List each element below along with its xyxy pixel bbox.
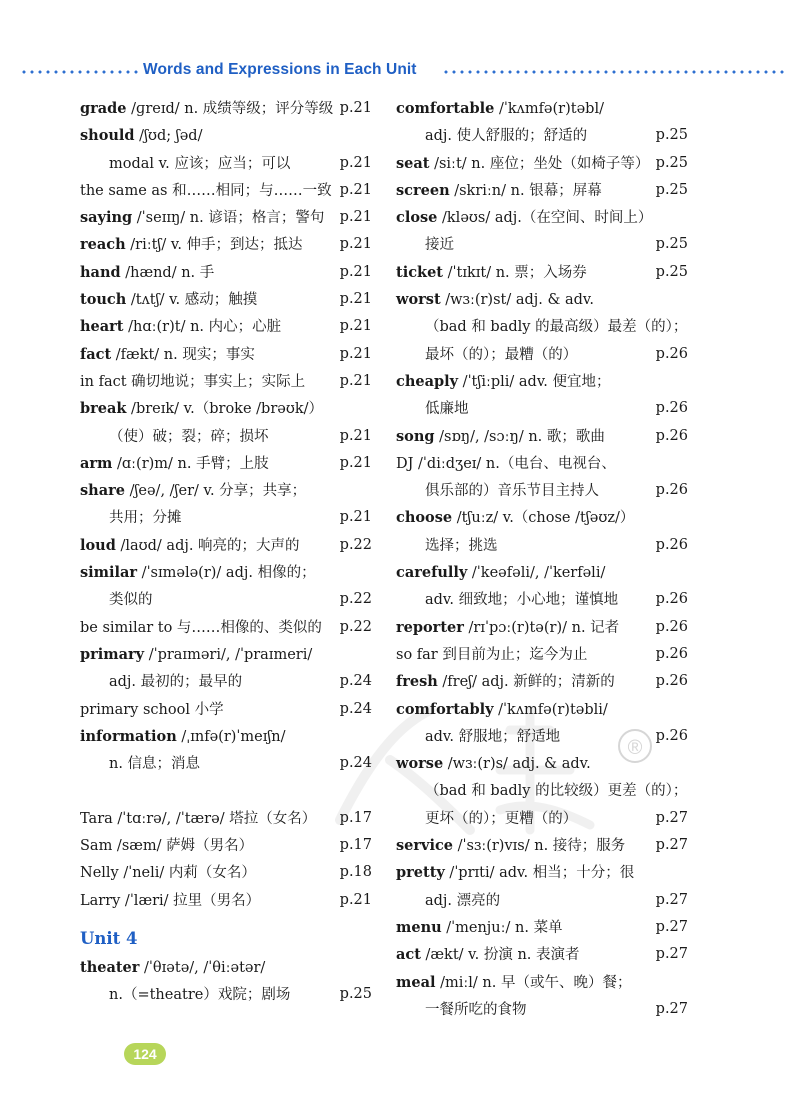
- headword: grade: [80, 100, 127, 117]
- definition: 类似的: [109, 592, 153, 609]
- page-ref: p.21: [339, 372, 372, 389]
- entry-text: [80, 204, 324, 232]
- entry-text: [109, 423, 269, 451]
- vocab-line: [396, 122, 688, 149]
- page-ref: p.21: [339, 154, 372, 171]
- entry-text: [80, 559, 316, 587]
- page-ref: p.25: [655, 127, 688, 144]
- definition: （bad 和 badly 的比较级）更差（的）；: [425, 783, 688, 800]
- definition: /ˈseɪɪŋ/ n. 谚语；格言；警句: [132, 210, 325, 227]
- entry-text: [425, 341, 577, 369]
- definition: so far 到目前为止；迄今为止: [396, 646, 588, 663]
- definition: /ˈpraɪməri/, /ˈpraɪmeri/: [144, 646, 313, 663]
- definition: /ˈkʌmfə(r)təbl/: [494, 101, 604, 117]
- definition: /ækt/ v. 扮演 n. 表演者: [420, 947, 580, 964]
- headword: act: [396, 946, 421, 964]
- entry-text: [396, 941, 580, 969]
- headword: fresh: [396, 673, 438, 691]
- registered-mark: ®: [618, 729, 652, 763]
- entry-text: [396, 286, 594, 314]
- right-column: [396, 95, 688, 1023]
- entry-text: [80, 887, 260, 915]
- vocab-line: [396, 887, 688, 914]
- page-ref: p.21: [339, 509, 372, 526]
- headword: pretty: [396, 864, 445, 882]
- headword: service: [396, 837, 454, 855]
- definition: in fact 确切地说；事实上；实际上: [80, 373, 306, 390]
- definition: Nelly /ˈneli/ 内莉（女名）: [80, 865, 256, 882]
- page-ref: p.21: [339, 318, 372, 335]
- page-ref: p.22: [339, 618, 372, 635]
- vocab-line: [396, 586, 688, 613]
- vocab-line: [80, 696, 372, 723]
- vocab-line: [80, 805, 372, 832]
- definition: primary school 小学: [80, 701, 224, 718]
- entry-text: [425, 532, 498, 560]
- vocab-line: [396, 231, 688, 258]
- entry-text: [396, 177, 602, 205]
- page-ref: p.26: [655, 591, 688, 608]
- vocab-line: [80, 668, 372, 695]
- definition: /ˈtɪkɪt/ n. 票；入场券: [443, 264, 587, 281]
- definition: /riːtʃ/ v. 伸手；到达；抵达: [125, 237, 303, 254]
- entry-text: [396, 204, 652, 232]
- section-gap: [80, 777, 372, 804]
- definition: adj. 最初的；最早的: [109, 674, 243, 691]
- definition: /ˈprɪti/ adv. 相当；十分；很: [444, 865, 635, 882]
- entry-text: [80, 341, 255, 369]
- vocab-line: [80, 532, 372, 559]
- page-ref: p.25: [655, 154, 688, 171]
- entry-text: [80, 532, 300, 560]
- vocab-line: [396, 395, 688, 422]
- entry-text: [80, 177, 332, 205]
- definition: Tara /ˈtɑːrə/, /ˈtærə/ 塔拉（女名）: [80, 810, 317, 827]
- definition: /fækt/ n. 现实；事实: [111, 346, 255, 363]
- definition: /sɒŋ/, /sɔːŋ/ n. 歌；歌曲: [434, 428, 605, 445]
- entry-text: [80, 122, 202, 150]
- page-ref: p.24: [339, 673, 372, 690]
- definition: 接近: [425, 237, 454, 254]
- vocab-line: [80, 231, 372, 258]
- entry-text: [396, 668, 615, 696]
- left-column: [80, 95, 372, 1009]
- vocab-line: [396, 668, 688, 695]
- definition: /ˈθɪətə/, /ˈθiːətər/: [139, 959, 266, 976]
- entry-text: [109, 504, 182, 532]
- vocab-line: [396, 259, 688, 286]
- entry-text: [425, 586, 618, 614]
- definition: /skriːn/ n. 银幕；屏幕: [449, 182, 602, 199]
- entry-text: [109, 750, 200, 778]
- headword: menu: [396, 918, 442, 936]
- vocab-line: [80, 395, 372, 422]
- entry-text: [396, 559, 605, 587]
- vocab-line: [396, 150, 688, 177]
- vocab-line: [396, 750, 688, 777]
- entry-text: [80, 832, 253, 860]
- definition: /ˈsɜː(r)vɪs/ n. 接待；服务: [453, 838, 626, 855]
- vocab-line: [396, 696, 688, 723]
- page-ref: p.21: [339, 345, 372, 362]
- entry-text: [80, 259, 214, 287]
- vocab-line: [80, 450, 372, 477]
- definition: 更坏（的）；更糟（的）: [425, 810, 578, 827]
- entry-text: [109, 150, 290, 178]
- definition: /siːt/ n. 座位；坐处（如椅子等）: [429, 155, 650, 172]
- page-ref: p.24: [339, 755, 372, 772]
- page-ref: p.26: [655, 645, 688, 662]
- vocab-line: [396, 832, 688, 859]
- vocab-line: [396, 423, 688, 450]
- page-ref: p.21: [339, 209, 372, 226]
- vocab-line: [80, 586, 372, 613]
- vocab-line: [80, 641, 372, 668]
- headword: fact: [80, 345, 112, 363]
- vocab-line: [80, 423, 372, 450]
- vocab-line: [396, 641, 688, 668]
- vocab-line: [80, 504, 372, 531]
- definition: /wɜː(r)s/ adj. & adv.: [443, 756, 591, 773]
- entry-text: [396, 832, 625, 860]
- headword: cheaply: [396, 372, 459, 390]
- entry-text: [425, 395, 469, 423]
- page-number-badge: 124: [124, 1043, 166, 1065]
- vocab-line: [396, 450, 688, 477]
- header-dots-left: [20, 70, 138, 74]
- definition: n. 信息；消息: [109, 756, 201, 773]
- page-ref: p.27: [655, 837, 688, 854]
- vocab-line: [396, 204, 688, 231]
- entry-text: [80, 805, 316, 833]
- definition: /tʌtʃ/ v. 感动；触摸: [126, 292, 258, 309]
- entry-text: [80, 450, 269, 478]
- page-ref: p.22: [339, 536, 372, 553]
- definition: 共用；分摊: [109, 510, 182, 527]
- vocab-line: [80, 981, 372, 1008]
- definition: 一餐所吃的食物: [425, 1001, 527, 1018]
- entry-text: [80, 859, 256, 887]
- vocab-line: [80, 559, 372, 586]
- vocab-line: [396, 286, 688, 313]
- entry-text: [425, 887, 500, 915]
- entry-text: [425, 996, 527, 1024]
- page-ref: p.27: [655, 918, 688, 935]
- headword: seat: [396, 154, 430, 172]
- vocab-line: [80, 954, 372, 981]
- entry-text: [396, 641, 587, 669]
- vocab-line: [80, 859, 372, 886]
- page-ref: p.21: [339, 291, 372, 308]
- vocab-line: [396, 341, 688, 368]
- definition: be similar to 与……相像的、类似的: [80, 619, 322, 636]
- definition: 俱乐部的）音乐节目主持人: [425, 483, 599, 500]
- definition: n.（=theatre）戏院；剧场: [109, 987, 291, 1004]
- vocab-line: [80, 887, 372, 914]
- definition: /ˈkʌmfə(r)təbli/: [493, 701, 608, 718]
- page-ref: p.21: [339, 181, 372, 198]
- headword: comfortably: [396, 700, 494, 718]
- page-ref: p.21: [339, 454, 372, 471]
- entry-text: [425, 477, 599, 505]
- page-ref: p.18: [339, 864, 372, 881]
- definition: /ˈtʃiːpli/ adv. 便宜地；: [458, 373, 611, 390]
- page-ref: p.26: [655, 427, 688, 444]
- vocab-line: [80, 177, 372, 204]
- definition: /wɜː(r)st/ adj. & adv.: [440, 292, 594, 309]
- entry-text: [80, 723, 286, 751]
- headword: loud: [80, 536, 116, 554]
- entry-text: [396, 969, 631, 997]
- vocab-line: [396, 996, 688, 1023]
- definition: /ʃʊd; ʃəd/: [134, 128, 203, 145]
- page-ref: p.24: [339, 700, 372, 717]
- vocab-line: [80, 204, 372, 231]
- page-ref: p.26: [655, 618, 688, 635]
- headword: close: [396, 209, 438, 227]
- header-title: Words and Expressions in Each Unit: [143, 61, 417, 78]
- definition: 最坏（的）；最糟（的）: [425, 346, 578, 363]
- definition: /ʃeə/, /ʃer/ v. 分享；共享；: [124, 483, 307, 500]
- entry-text: [80, 368, 305, 396]
- page-ref: p.25: [339, 986, 372, 1003]
- page-ref: p.25: [655, 181, 688, 198]
- headword: similar: [80, 564, 138, 582]
- entry-text: [80, 641, 312, 669]
- page-ref: p.27: [655, 809, 688, 826]
- page-ref: p.27: [655, 946, 688, 963]
- definition: adj. 漂亮的: [425, 892, 501, 909]
- definition: adv. 细致地；小心地；谨慎地: [425, 592, 619, 609]
- definition: /hænd/ n. 手: [120, 264, 215, 281]
- entry-text: [396, 859, 634, 887]
- definition: （bad 和 badly 的最高级）最差（的）；: [425, 319, 688, 336]
- definition: /hɑː(r)t/ n. 内心；心脏: [123, 319, 282, 336]
- headword: information: [80, 727, 177, 745]
- headword: primary: [80, 645, 145, 663]
- entry-text: [109, 981, 290, 1009]
- definition: /tʃuːz/ v.（chose /tʃəʊz/）: [452, 510, 635, 527]
- entry-text: [80, 614, 322, 642]
- vocab-line: [396, 614, 688, 641]
- entry-text: [80, 95, 333, 123]
- page-ref: p.21: [339, 427, 372, 444]
- entry-text: [396, 95, 604, 123]
- definition: adj. 使人舒服的；舒适的: [425, 128, 588, 145]
- entry-text: [80, 231, 303, 259]
- entry-text: [80, 477, 306, 505]
- headword: reach: [80, 236, 126, 254]
- headword: carefully: [396, 564, 468, 582]
- entry-text: [80, 313, 281, 341]
- vocab-line: [396, 313, 688, 340]
- definition: /laʊd/ adj. 响亮的；大声的: [115, 537, 300, 554]
- entry-text: [425, 313, 687, 341]
- entry-text: [396, 368, 611, 396]
- page-ref: p.22: [339, 591, 372, 608]
- headword: theater: [80, 958, 140, 976]
- unit-heading: Unit 4: [80, 928, 138, 948]
- page-ref: p.21: [339, 891, 372, 908]
- definition: /breɪk/ v.（broke /brəʊk/）: [126, 401, 324, 418]
- vocab-line: [80, 477, 372, 504]
- entry-text: [109, 668, 242, 696]
- entry-text: [80, 696, 224, 724]
- entry-text: [425, 805, 577, 833]
- page-ref: p.26: [655, 345, 688, 362]
- entry-text: [425, 122, 587, 150]
- headword: hand: [80, 263, 121, 281]
- page-ref: p.17: [339, 837, 372, 854]
- entry-text: [80, 954, 265, 982]
- definition: DJ /ˈdiːdʒeɪ/ n.（电台、电视台、: [396, 455, 616, 472]
- page-ref: p.26: [655, 400, 688, 417]
- headword: saying: [80, 209, 133, 227]
- page-ref: p.21: [339, 236, 372, 253]
- page-ref: p.26: [655, 673, 688, 690]
- headword: choose: [396, 509, 453, 527]
- definition: Sam /sæm/ 萨姆（男名）: [80, 838, 254, 855]
- page-ref: p.21: [339, 263, 372, 280]
- vocab-line: [396, 368, 688, 395]
- page-ref: p.27: [655, 1000, 688, 1017]
- vocab-line: [80, 259, 372, 286]
- entry-text: [396, 914, 563, 942]
- definition: （使）破；裂；碎；损坏: [109, 428, 269, 445]
- definition: /ˈsɪmələ(r)/ adj. 相像的；: [137, 565, 316, 582]
- entry-text: [396, 614, 619, 642]
- headword: should: [80, 127, 135, 145]
- vocab-line: [396, 504, 688, 531]
- vocab-line: [396, 177, 688, 204]
- entry-text: [425, 723, 560, 751]
- headword: worst: [396, 291, 441, 309]
- vocab-line: [80, 313, 372, 340]
- entry-text: [396, 423, 605, 451]
- vocab-line: [80, 832, 372, 859]
- vocab-line: [396, 914, 688, 941]
- page-ref: p.26: [655, 536, 688, 553]
- page-ref: p.17: [339, 809, 372, 826]
- headword: share: [80, 482, 125, 500]
- entry-text: [396, 450, 616, 478]
- vocab-line: [396, 95, 688, 122]
- page-ref: p.25: [655, 263, 688, 280]
- entry-text: [80, 395, 323, 423]
- running-header: [0, 60, 800, 84]
- definition: /ˈkeəfəli/, /ˈkerfəli/: [467, 565, 606, 582]
- entry-text: [80, 286, 257, 314]
- vocab-line: [396, 859, 688, 886]
- definition: /freʃ/ adj. 新鲜的；清新的: [437, 674, 615, 691]
- page-ref: p.21: [339, 100, 372, 116]
- entry-text: [396, 504, 634, 532]
- entry-text: [396, 150, 649, 178]
- vocab-line: [80, 95, 372, 122]
- vocab-line: [80, 723, 372, 750]
- vocab-line: [80, 750, 372, 777]
- entry-text: [425, 777, 687, 805]
- vocab-line: [80, 122, 372, 149]
- entry-text: [396, 696, 608, 724]
- definition: 低廉地: [425, 401, 469, 418]
- vocab-line: [396, 941, 688, 968]
- vocab-line: [396, 532, 688, 559]
- definition: /ˈmenjuː/ n. 菜单: [441, 919, 563, 936]
- header-dots-right: [442, 70, 784, 74]
- vocab-line: [396, 559, 688, 586]
- vocab-line: [396, 477, 688, 504]
- definition: adv. 舒服地；舒适地: [425, 728, 561, 745]
- definition: /ˌɪnfə(r)ˈmeɪʃn/: [176, 728, 286, 745]
- headword: reporter: [396, 618, 464, 636]
- vocab-line: [80, 286, 372, 313]
- definition: /kləʊs/ adj.（在空间、时间上）: [437, 210, 653, 227]
- entry-text: [396, 259, 587, 287]
- entry-text: [396, 750, 591, 778]
- headword: break: [80, 400, 127, 418]
- headword: comfortable: [396, 100, 495, 117]
- headword: screen: [396, 181, 450, 199]
- headword: arm: [80, 454, 113, 472]
- definition: /miːl/ n. 早（或午、晚）餐；: [435, 974, 632, 991]
- page-ref: p.26: [655, 727, 688, 744]
- headword: touch: [80, 291, 127, 309]
- definition: the same as 和……相同；与……一致: [80, 182, 332, 199]
- definition: modal v. 应该；应当；可以: [109, 155, 291, 172]
- definition: Larry /ˈlæri/ 拉里（男名）: [80, 892, 261, 909]
- page-ref: p.25: [655, 236, 688, 253]
- entry-text: [425, 231, 454, 259]
- definition: 选择；挑选: [425, 537, 498, 554]
- vocab-line: [396, 723, 688, 750]
- headword: heart: [80, 318, 124, 336]
- vocab-line: [396, 969, 688, 996]
- headword: ticket: [396, 263, 444, 281]
- vocab-line: [80, 150, 372, 177]
- headword: meal: [396, 973, 436, 991]
- vocab-line: [80, 341, 372, 368]
- headword: worse: [396, 755, 444, 773]
- vocab-line: [80, 614, 372, 641]
- definition: /rɪˈpɔː(r)tə(r)/ n. 记者: [463, 619, 620, 636]
- definition: /ɡreɪd/ n. 成绩等级；评分等级: [126, 101, 334, 117]
- definition: /ɑː(r)m/ n. 手臂；上肢: [112, 455, 269, 472]
- vocab-line: [396, 777, 688, 804]
- headword: song: [396, 427, 435, 445]
- page-ref: p.27: [655, 891, 688, 908]
- entry-text: [109, 586, 153, 614]
- page-ref: p.26: [655, 482, 688, 499]
- vocab-line: [80, 368, 372, 395]
- vocab-line: [396, 805, 688, 832]
